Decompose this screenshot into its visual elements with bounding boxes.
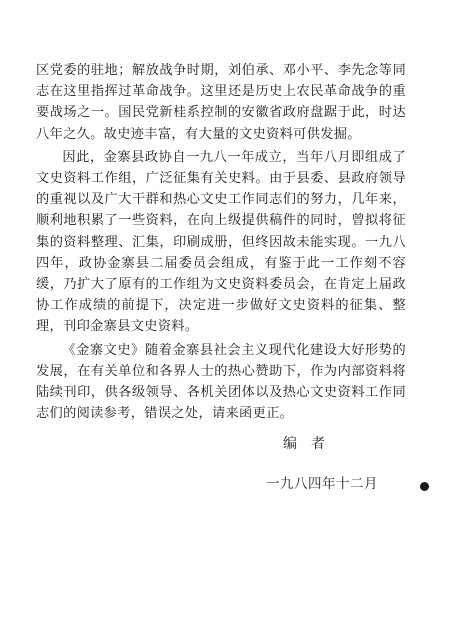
date-line: 一九八四年十二月 (266, 476, 378, 492)
scan-speck (420, 482, 429, 491)
signature: 编者 (283, 436, 339, 452)
paragraph-founding: 因此，金寨县政协自一九八一年成立，当年八月即组成了文史资料工作组，广泛征集有关史料。由于县委、县政府领导的重视以及广大干群和热心文史工作同志们的努力，几年来，顺利地积累了一些资料，在向上级提供稿件的同时，曾拟将征集的资料整理、汇集，印刷成册，但终因故未能实现。一九八四年，政协金寨县二届委员会组成，有鉴于此一工作刻不容缓，乃扩大了原有的工作组为文史资料委员会，在肯定上届政协工作成绩的前提下，决定进一步做好文史资料的征集、整理，刊印金寨县文史资料。 (36, 149, 406, 335)
paragraph-history: 区党委的驻地；解放战争时期，刘伯承、邓小平、李先念等同志在这里指挥过革命战争。这里还是历史上农民革命战争的重要战场之一。国民党新桂系控制的安徽省政府盘踞于此，时达八年之久。故史迹丰富，有大量的文史资料可供发掘。 (36, 63, 406, 142)
paragraph-publication: 《金寨文史》随着金寨县社会主义现代化建设大好形势的发展，在有关单位和各界人士的热心赞助下，作为内部资料将陆续刊印，供各级领导、各机关团体以及热心文史资料工作同志们的阅读参考，错误之处，请来函更正。 (36, 342, 406, 422)
body-text (36, 60, 406, 424)
